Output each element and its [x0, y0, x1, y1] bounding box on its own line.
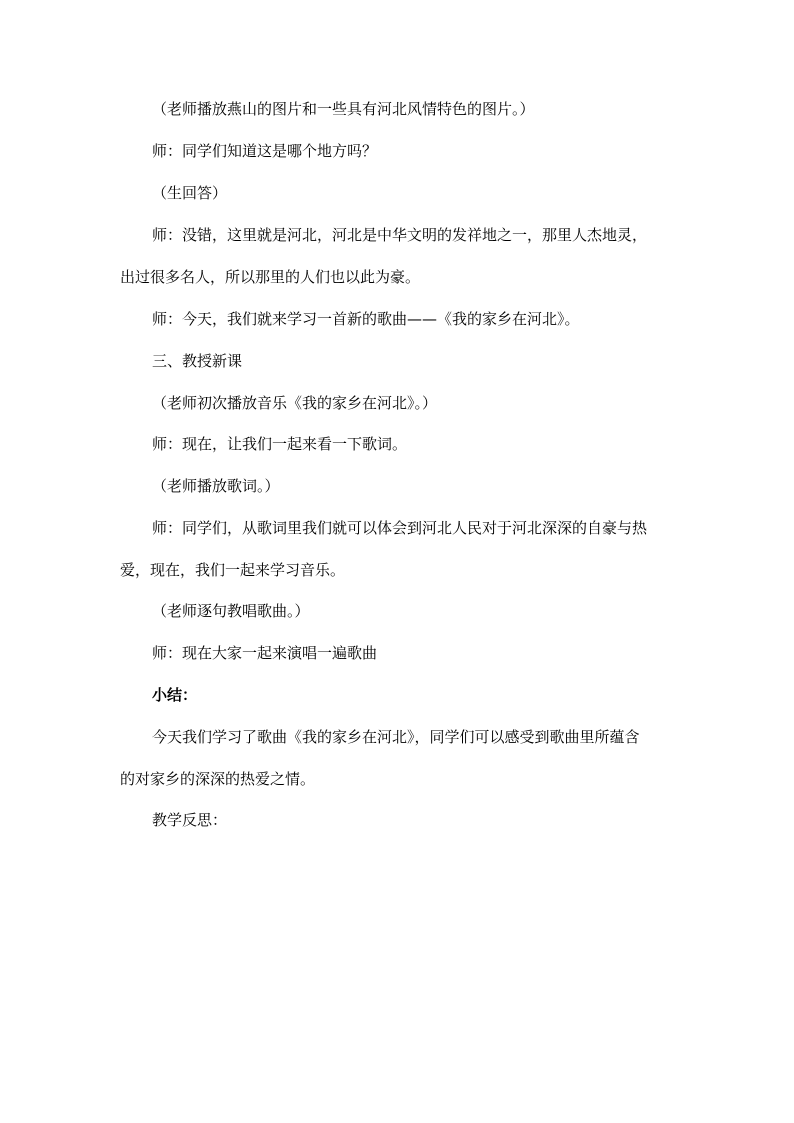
- summary-heading: 小结：: [152, 686, 198, 704]
- text-line: 的对家乡的深深的热爱之情。: [120, 770, 316, 788]
- section-heading: 三、教授新课: [152, 352, 243, 370]
- text-line: 师：同学们，从歌词里我们就可以体会到河北人民对于河北深深的自豪与热: [152, 519, 648, 537]
- text-line: （生回答）: [152, 184, 228, 202]
- text-line: 师：现在，让我们一起来看一下歌词。: [152, 435, 408, 453]
- text-line: 出过很多名人，所以那里的人们也以此为豪。: [120, 268, 421, 286]
- text-line: （老师播放燕山的图片和一些具有河北风情特色的图片。）: [152, 100, 535, 118]
- text-line: （老师播放歌词。）: [152, 477, 280, 495]
- text-line: （老师逐句教唱歌曲。）: [152, 602, 310, 620]
- text-line: （老师初次播放音乐《我的家乡在河北》。）: [152, 394, 438, 412]
- reflection-heading: 教学反思：: [152, 811, 228, 829]
- text-line: 师：今天，我们就来学习一首新的歌曲——《我的家乡在河北》。: [152, 310, 580, 328]
- text-line: 师：现在大家一起来演唱一遍歌曲: [152, 644, 378, 662]
- text-line: 师：同学们知道这是哪个地方吗？: [152, 142, 378, 160]
- text-line: 爱，现在，我们一起来学习音乐。: [120, 561, 346, 579]
- text-line: 今天我们学习了歌曲《我的家乡在河北》，同学们可以感受到歌曲里所蕴含: [152, 728, 640, 746]
- text-line: 师：没错，这里就是河北，河北是中华文明的发祥地之一，那里人杰地灵，: [152, 226, 648, 244]
